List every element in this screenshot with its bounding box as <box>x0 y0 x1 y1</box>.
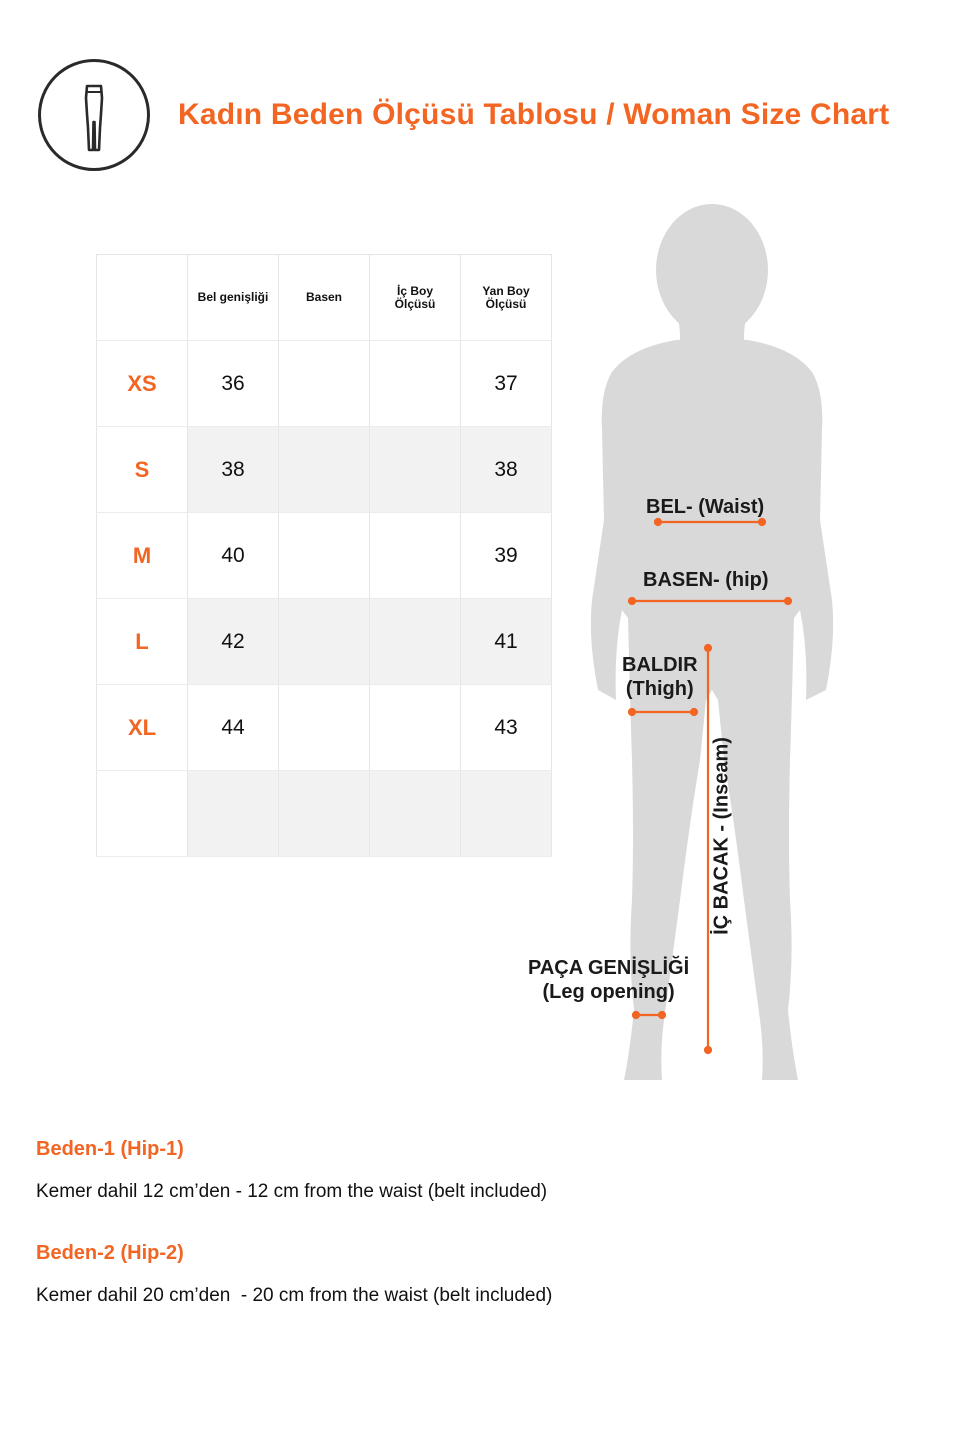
inner-length-value <box>370 513 461 599</box>
hip-value <box>279 771 370 857</box>
size-label: M <box>97 513 188 599</box>
inner-length-value <box>370 599 461 685</box>
table-row <box>97 427 552 513</box>
page-title: Kadın Beden Ölçüsü Tablosu / Woman Size Chart <box>178 98 890 131</box>
header-cell-waist: Bel genişliği <box>188 255 279 341</box>
header-cell-hip: Basen <box>279 255 370 341</box>
inner-length-value <box>370 685 461 771</box>
table-header-row <box>97 255 552 341</box>
waist-value: 40 <box>188 513 279 599</box>
table-row <box>97 341 552 427</box>
inner-length-value <box>370 427 461 513</box>
table-row <box>97 685 552 771</box>
thigh-label-line1: BALDIR <box>622 654 698 676</box>
table-row <box>97 513 552 599</box>
hip-value <box>279 341 370 427</box>
leg-opening-line2: (Leg opening) <box>542 981 675 1003</box>
size-label: L <box>97 599 188 685</box>
size-label: XL <box>97 685 188 771</box>
side-length-value <box>461 771 552 857</box>
hip-value <box>279 427 370 513</box>
size-label: S <box>97 427 188 513</box>
thigh-label <box>622 653 698 701</box>
waist-label: BEL- (Waist) <box>646 496 765 518</box>
note-heading-2: Beden-2 (Hip-2) <box>36 1242 184 1264</box>
table-row <box>97 771 552 857</box>
side-length-value: 39 <box>461 513 552 599</box>
waist-value: 36 <box>188 341 279 427</box>
note-text-2: Kemer dahil 20 cm’den - 20 cm from the waist (belt included) <box>36 1285 553 1306</box>
size-table <box>96 254 552 857</box>
leg-opening-line1: PAÇA GENİŞLİĞİ <box>528 957 690 979</box>
side-length-value: 37 <box>461 341 552 427</box>
note-heading-1: Beden-1 (Hip-1) <box>36 1138 184 1160</box>
header-cell-size <box>97 255 188 341</box>
note-text-1: Kemer dahil 12 cm’den - 12 cm from the waist (belt included) <box>36 1181 548 1202</box>
header-cell-side-length: Yan Boy Ölçüsü <box>461 255 552 341</box>
waist-value: 42 <box>188 599 279 685</box>
inseam-label: İÇ BACAK - (Inseam) <box>710 737 733 935</box>
size-label: XS <box>97 341 188 427</box>
side-length-value: 41 <box>461 599 552 685</box>
hip-label: BASEN- (hip) <box>643 569 769 591</box>
waist-value: 38 <box>188 427 279 513</box>
inner-length-value <box>370 341 461 427</box>
hip-value <box>279 513 370 599</box>
table-row <box>97 599 552 685</box>
side-length-value: 38 <box>461 427 552 513</box>
waist-value: 44 <box>188 685 279 771</box>
waist-value <box>188 771 279 857</box>
size-label <box>97 771 188 857</box>
inner-length-value <box>370 771 461 857</box>
leggings-icon <box>41 62 147 168</box>
logo-badge <box>38 59 150 171</box>
header-cell-inner-length: İç Boy Ölçüsü <box>370 255 461 341</box>
hip-value <box>279 685 370 771</box>
thigh-label-line2: (Thigh) <box>625 678 694 700</box>
leg-opening-label <box>528 956 689 1004</box>
hip-value <box>279 599 370 685</box>
side-length-value: 43 <box>461 685 552 771</box>
